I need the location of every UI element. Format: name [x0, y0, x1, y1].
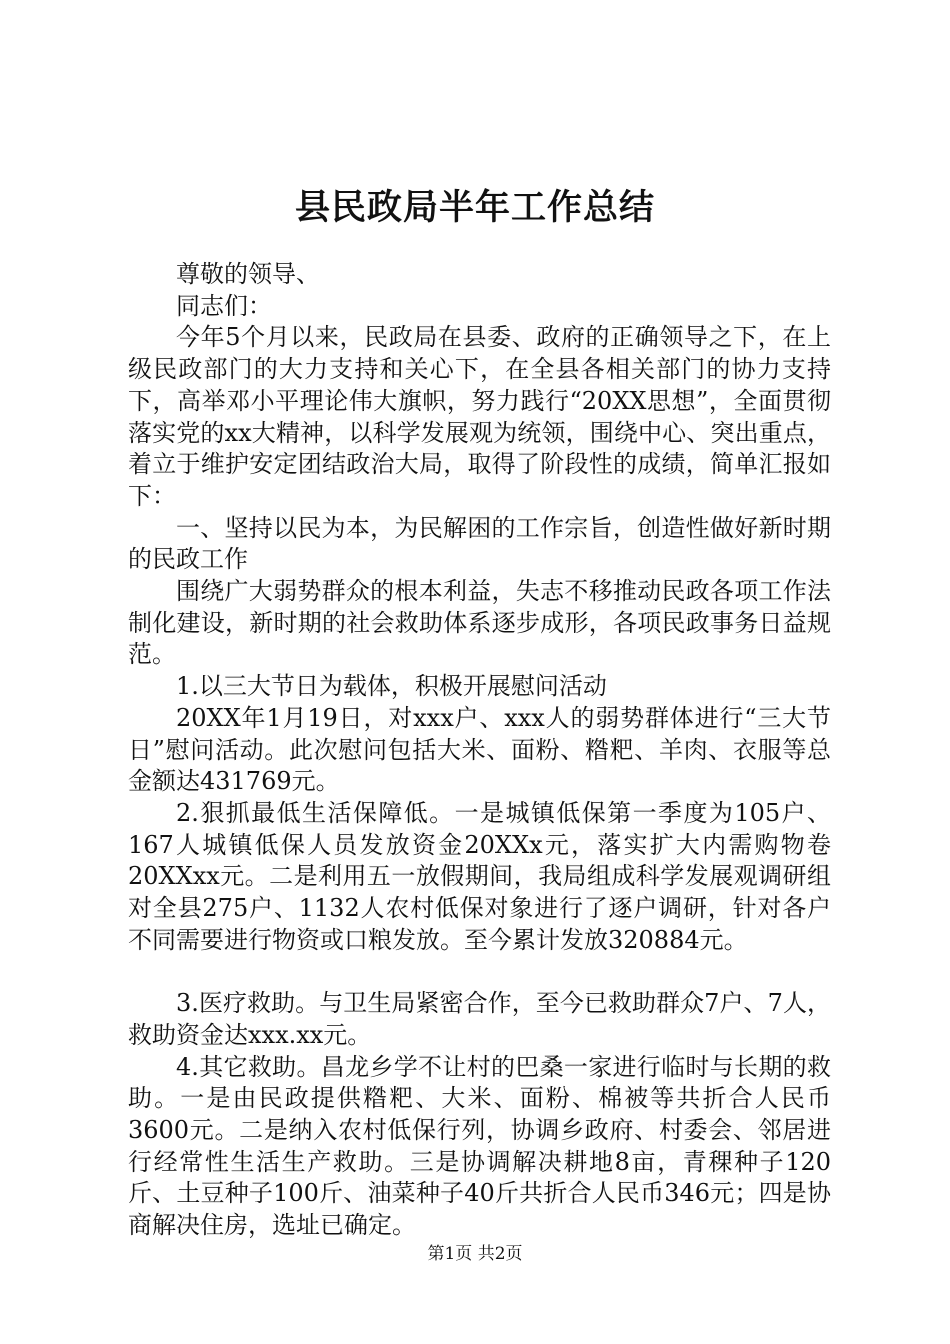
section-summary-paragraph: 围绕广大弱势群众的根本利益，失志不移推动民政各项工作法制化建设，新时期的社会救助体系逐步成形，各项民政事务日益规范。 — [128, 577, 831, 669]
intro-paragraph: 今年5个月以来，民政局在县委、政府的正确领导之下，在上级民政部门的大力支持和关心下，在全县各相关部门的协力支持下，高举邓小平理论伟大旗帜，努力践行“20XX思想”，全面贯彻落实党的xx大精神，以科学发展观为统领，围绕中心、突出重点，着立于维护安定团结政治大局，取得了阶段性的成绩，简单汇报如下： — [128, 323, 831, 510]
minimum-living-paragraph: 2.狠抓最低生活保障低。一是城镇低保第一季度为105户、167人城镇低保人员发放资金20XXx元，落实扩大内需购物卷20XXxx元。二是利用五一放假期间，我局组成科学发展观调研组对全县275户、1132人农村低保对象进行了逐户调研，针对各户不同需要进行物资或口粮发放。至今累计发放320884元。 — [128, 798, 831, 954]
document-title: 县民政局半年工作总结 — [294, 187, 655, 228]
document-body — [128, 259, 831, 1242]
holiday-visit-paragraph: 20XX年1月19日，对xxx户、xxx人的弱势群体进行“三大节日”慰问活动。此次慰问包括大米、面粉、糌粑、羊肉、衣服等总金额达431769元。 — [128, 703, 831, 796]
section-heading-1: 一、坚持以民为本，为民解困的工作宗旨，创造性做好新时期的民政工作 — [128, 513, 831, 574]
other-aid-paragraph: 4.其它救助。昌龙乡学不让村的巴桑一家进行临时与长期的救助。一是由民政提供糌粑、大米、面粉、棉被等共折合人民币3600元。二是纳入农村低保行列，协调乡政府、村委会、邻居进行经常性生活生产救助。三是协调解决耕地8亩，青稞种子120斤、土豆种子100斤、油菜种子40斤共折合人民币346元；四是协商解决住房，选址已确定。 — [128, 1052, 831, 1240]
salutation-line-1: 尊敬的领导、 — [176, 260, 320, 288]
medical-aid-paragraph: 3.医疗救助。与卫生局紧密合作，至今已救助群众7户、7人，救助资金达xxx.xx元。 — [128, 989, 831, 1049]
salutation-line-2: 同志们： — [176, 291, 272, 320]
page-footer: 第1页 共2页 — [427, 1244, 523, 1264]
subheading-1: 1.以三大节日为载体，积极开展慰问活动 — [176, 672, 607, 701]
paragraph-spacer — [128, 956, 831, 988]
